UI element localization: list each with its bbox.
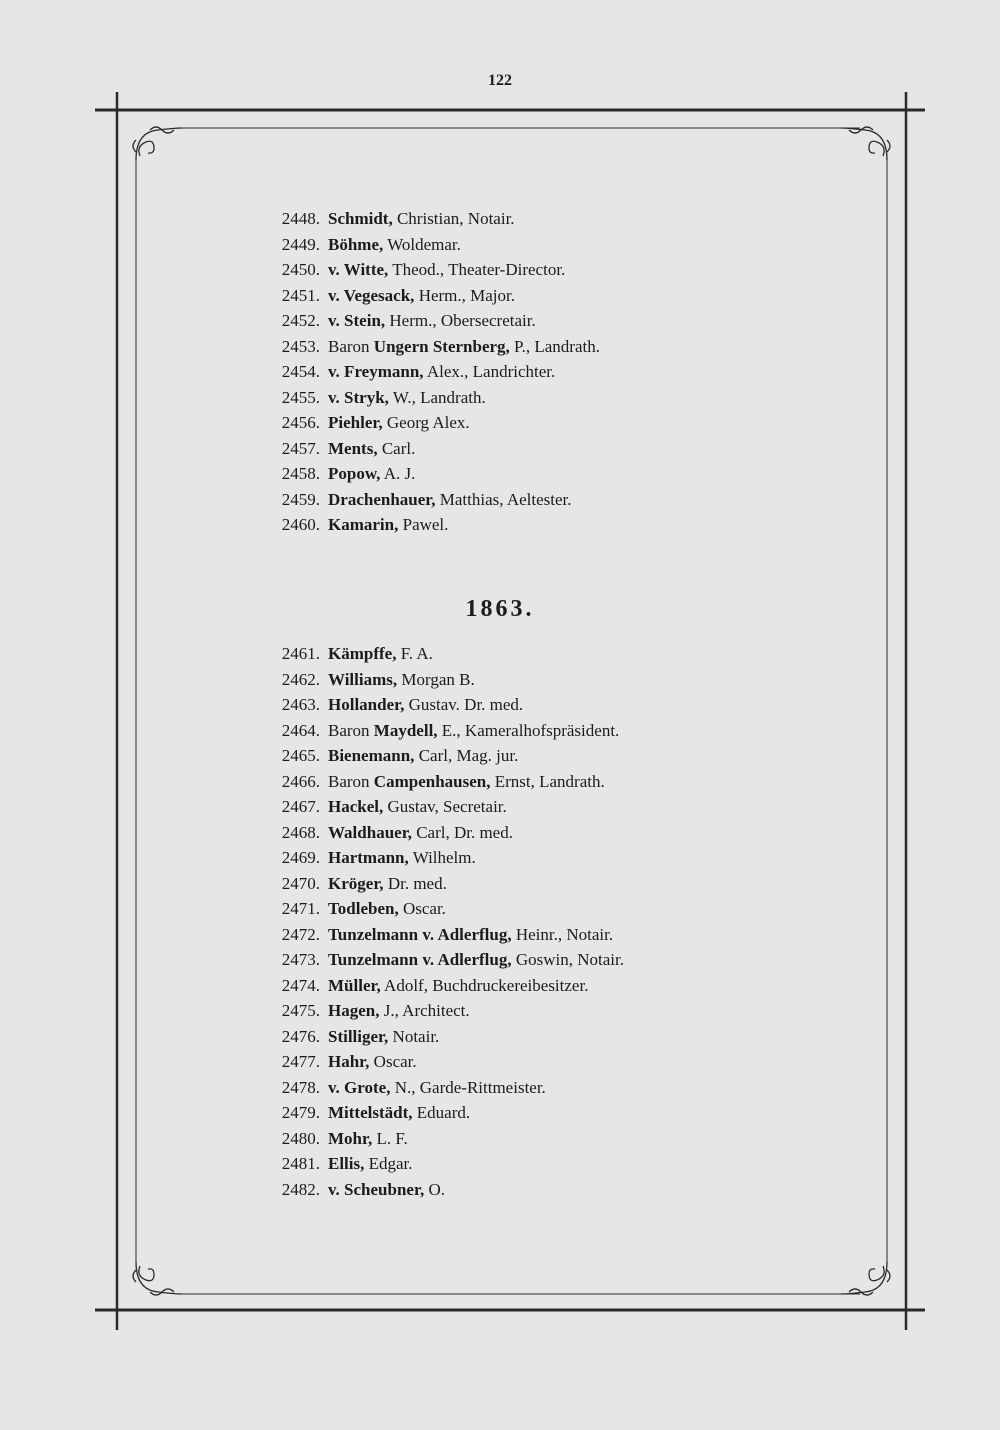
entry-surname: Kamarin, [328, 515, 399, 534]
list-item [250, 922, 810, 948]
entry-surname: Hahr, [328, 1052, 370, 1071]
entry-number: 2462. [281, 669, 320, 689]
entry-text [328, 641, 433, 667]
entry-surname: Maydell, [373, 720, 438, 740]
corner-ornament-top-right-icon [841, 127, 890, 160]
entry-surname: Ellis, [328, 1154, 365, 1173]
entry-number: 2450. [281, 260, 320, 279]
entry-text [328, 1049, 417, 1075]
entry-text [328, 845, 476, 871]
list-item [250, 794, 810, 820]
entry-number: 2468. [281, 822, 320, 842]
entry-details: Georg Alex. [386, 413, 470, 432]
entry-surname: Böhme, [328, 234, 384, 254]
entry-details: L. F. [376, 1128, 408, 1148]
entry-text [328, 257, 565, 283]
entry-number: 2465. [281, 746, 320, 765]
member-list-1863 [250, 641, 810, 1202]
entry-surname: Williams, [328, 669, 398, 689]
entry-details: Adolf, Buchdruckereibesitzer. [384, 975, 589, 995]
entry-number: 2475. [281, 1001, 320, 1020]
entry-details: Carl, Mag. jur. [418, 746, 519, 765]
entry-details: Woldemar. [387, 234, 461, 254]
entry-details: Herm., Obersecretair. [389, 311, 536, 330]
entry-details: Pawel. [402, 515, 449, 534]
entry-text [328, 743, 518, 769]
list-item [250, 512, 810, 538]
entry-number: 2473. [281, 950, 320, 969]
entry-details: Dr. med. [387, 873, 447, 893]
entry-text [328, 334, 600, 360]
list-item [250, 1049, 810, 1075]
list-item [250, 359, 810, 385]
list-item [250, 308, 810, 334]
entry-number: 2456. [281, 413, 320, 432]
list-item [250, 232, 810, 258]
entry-details: Edgar. [368, 1154, 413, 1173]
entry-text [328, 436, 415, 462]
entry-number: 2454. [281, 362, 320, 381]
entry-details: Oscar. [373, 1052, 417, 1071]
list-item [250, 845, 810, 871]
entry-surname: Hartmann, [328, 848, 409, 867]
entry-number: 2464. [281, 720, 320, 740]
entry-surname: Hackel, [328, 797, 384, 816]
entry-surname: Müller, [328, 975, 381, 995]
entry-details: Ernst, Landrath. [494, 771, 605, 791]
entry-details: Alex., Landrichter. [426, 362, 556, 381]
entry-text [328, 998, 470, 1024]
entry-text [328, 1151, 413, 1177]
entry-number: 2478. [281, 1077, 320, 1097]
entry-text [328, 461, 415, 487]
list-item [250, 283, 810, 309]
entry-details: Christian, Notair. [396, 209, 515, 228]
entry-text [328, 359, 555, 385]
entry-surname: v. Grote, [328, 1077, 391, 1097]
list-item [250, 641, 810, 667]
entry-surname: Schmidt, [328, 209, 393, 228]
entry-details: A. J. [383, 464, 416, 483]
entry-details: Matthias, Aeltester. [439, 489, 572, 509]
entry-number: 2451. [281, 285, 320, 305]
entry-prefix: Baron [328, 336, 370, 356]
corner-ornament-bottom-right-icon [841, 1262, 890, 1295]
entry-surname: Popow, [328, 464, 381, 483]
entry-number: 2458. [281, 464, 320, 483]
list-item [250, 769, 810, 795]
entry-surname: Drachenhauer, [328, 489, 436, 509]
entry-details: Carl, Dr. med. [416, 822, 513, 842]
page-number: 122 [488, 72, 512, 89]
list-item [250, 487, 810, 513]
entry-text [328, 769, 605, 795]
entry-surname: v. Scheubner, [328, 1179, 425, 1199]
entry-number: 2481. [281, 1154, 320, 1173]
entry-number: 2470. [281, 873, 320, 893]
list-item [250, 692, 810, 718]
entry-details: N., Garde-Rittmeister. [394, 1077, 546, 1097]
entry-number: 2476. [281, 1026, 320, 1046]
entry-details: Wilhelm. [412, 848, 476, 867]
entry-number: 2471. [281, 899, 320, 918]
entry-number: 2463. [281, 695, 320, 714]
list-item [250, 436, 810, 462]
entry-text [328, 1100, 470, 1126]
entry-details: F. A. [400, 644, 433, 663]
entry-text [328, 692, 523, 718]
list-item [250, 998, 810, 1024]
entry-number: 2469. [281, 848, 320, 867]
list-item [250, 1024, 810, 1050]
entry-text [328, 487, 572, 513]
list-item [250, 334, 810, 360]
entry-number: 2479. [281, 1103, 320, 1122]
entry-details: Eduard. [416, 1103, 471, 1122]
entry-text [328, 206, 515, 232]
entry-number: 2452. [281, 311, 320, 330]
entry-surname: v. Freymann, [328, 362, 424, 381]
list-item [250, 896, 810, 922]
entry-text [328, 667, 475, 693]
entry-text [328, 385, 486, 411]
corner-ornament-top-left-icon [133, 127, 182, 160]
list-item [250, 667, 810, 693]
entry-surname: Mohr, [328, 1128, 373, 1148]
entry-number: 2455. [281, 387, 320, 407]
entry-details: P., Landrath. [514, 336, 600, 356]
entry-number: 2472. [281, 924, 320, 944]
entry-details: Heinr., Notair. [515, 924, 614, 944]
entry-details: Gustav, Secretair. [387, 797, 507, 816]
entry-number: 2480. [281, 1128, 320, 1148]
entry-details: Gustav. Dr. med. [408, 695, 524, 714]
entry-surname: Piehler, [328, 413, 383, 432]
entry-text [328, 896, 446, 922]
member-list-before [250, 206, 810, 538]
entry-surname: v. Vegesack, [328, 285, 415, 305]
entry-surname: Bienemann, [328, 746, 415, 765]
entry-number: 2457. [281, 438, 320, 458]
entry-text [328, 308, 536, 334]
list-item [250, 410, 810, 436]
list-item [250, 1075, 810, 1101]
list-item [250, 718, 810, 744]
entry-text [328, 922, 613, 948]
entry-surname: v. Stryk, [328, 387, 389, 407]
entry-details: E., Kameralhofspräsident. [441, 720, 620, 740]
list-item [250, 947, 810, 973]
entry-details: O. [428, 1179, 445, 1199]
entry-number: 2467. [281, 797, 320, 816]
entry-text [328, 871, 447, 897]
entry-details: Notair. [392, 1026, 440, 1046]
corner-ornament-bottom-left-icon [133, 1262, 182, 1295]
entry-text [328, 410, 470, 436]
entry-text [328, 1126, 408, 1152]
entry-text [328, 512, 448, 538]
list-item [250, 257, 810, 283]
entry-surname: v. Witte, [328, 260, 389, 279]
list-item [250, 973, 810, 999]
entry-details: Goswin, Notair. [515, 950, 624, 969]
list-item [250, 820, 810, 846]
entry-surname: Tunzelmann v. Adlerflug, [328, 950, 512, 969]
entry-surname: Todleben, [328, 899, 399, 918]
entry-text [328, 947, 624, 973]
entry-text [328, 1075, 546, 1101]
list-item [250, 385, 810, 411]
entry-number: 2453. [281, 336, 320, 356]
list-item [250, 1177, 810, 1203]
entry-surname: Ungern Sternberg, [373, 336, 510, 356]
entry-surname: Stilliger, [328, 1026, 389, 1046]
year-heading: 1863. [465, 596, 535, 622]
list-item [250, 1151, 810, 1177]
entry-text [328, 718, 619, 744]
entry-number: 2460. [281, 515, 320, 534]
entry-text [328, 794, 507, 820]
entry-surname: Campenhausen, [373, 771, 491, 791]
entry-surname: Hagen, [328, 1001, 380, 1020]
entry-surname: Hollander, [328, 695, 405, 714]
entry-surname: v. Stein, [328, 311, 386, 330]
entry-text [328, 1177, 445, 1203]
entry-details: Herm., Major. [418, 285, 516, 305]
entry-text [328, 820, 513, 846]
entry-number: 2482. [281, 1179, 320, 1199]
list-item [250, 206, 810, 232]
entry-prefix: Baron [328, 771, 370, 791]
entry-number: 2466. [281, 771, 320, 791]
entry-number: 2461. [281, 644, 320, 663]
entry-number: 2448. [281, 209, 320, 228]
entry-number: 2474. [281, 975, 320, 995]
entry-text [328, 973, 588, 999]
entry-details: Morgan B. [401, 669, 475, 689]
list-item [250, 1126, 810, 1152]
list-item [250, 1100, 810, 1126]
list-item [250, 871, 810, 897]
entry-details: Oscar. [402, 899, 446, 918]
entry-details: Carl. [381, 438, 416, 458]
entry-details: J., Architect. [383, 1001, 470, 1020]
entry-number: 2459. [281, 489, 320, 509]
entry-number: 2449. [281, 234, 320, 254]
entry-text [328, 232, 461, 258]
list-item [250, 743, 810, 769]
entry-surname: Kröger, [328, 873, 384, 893]
list-item [250, 461, 810, 487]
entry-number: 2477. [281, 1052, 320, 1071]
entry-surname: Mittelstädt, [328, 1103, 413, 1122]
entry-text [328, 1024, 439, 1050]
entry-surname: Tunzelmann v. Adlerflug, [328, 924, 512, 944]
entry-text [328, 283, 515, 309]
entry-details: Theod., Theater-Director. [392, 260, 566, 279]
entry-details: W., Landrath. [392, 387, 486, 407]
entry-surname: Kämpffe, [328, 644, 397, 663]
entry-prefix: Baron [328, 720, 370, 740]
entry-surname: Waldhauer, [328, 822, 412, 842]
entry-surname: Ments, [328, 438, 378, 458]
